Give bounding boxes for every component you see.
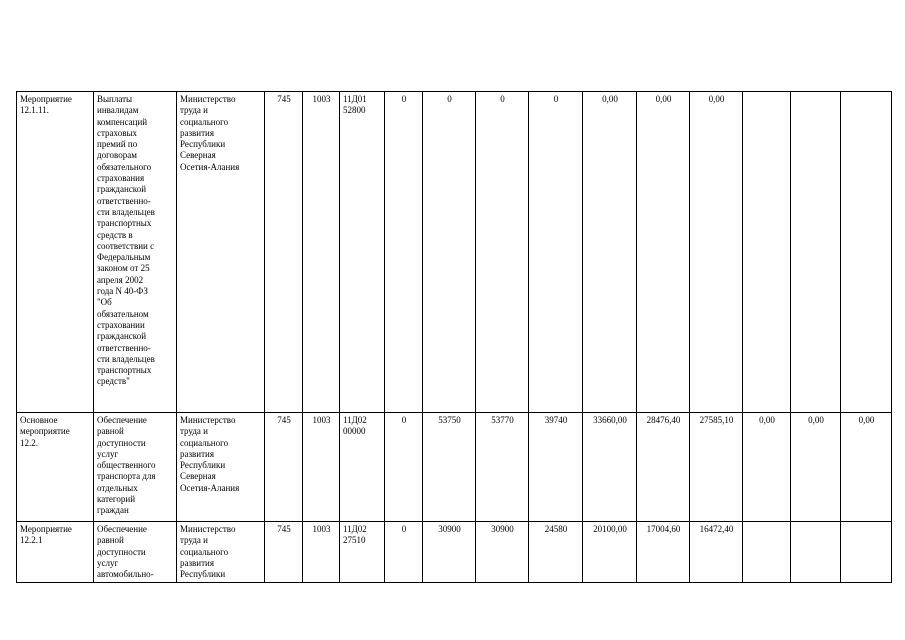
value-cell: 53770	[476, 413, 529, 522]
vr-cell: 0	[385, 522, 423, 583]
value-cell	[791, 92, 841, 413]
value-cell: 30900	[476, 522, 529, 583]
value-cell: 33660,00	[583, 413, 637, 522]
vr-cell: 0	[385, 413, 423, 522]
value-cell: 20100,00	[583, 522, 637, 583]
value-cell: 27585,10	[690, 413, 743, 522]
value-cell: 39740	[529, 413, 583, 522]
value-cell: 16472,40	[690, 522, 743, 583]
event-name-cell: Мероприятие 12.1.11.	[17, 92, 94, 413]
value-cell: 0,00	[690, 92, 743, 413]
csr-cell: 11Д02 00000	[340, 413, 385, 522]
executor-cell: Министерство труда и социального развития Республики	[177, 522, 265, 583]
value-cell: 28476,40	[637, 413, 690, 522]
table-row	[17, 92, 892, 413]
value-cell	[743, 522, 791, 583]
value-cell	[743, 92, 791, 413]
value-cell	[791, 522, 841, 583]
grbs-cell: 745	[265, 413, 303, 522]
value-cell: 0,00	[637, 92, 690, 413]
rzpr-cell: 1003	[303, 92, 340, 413]
value-cell: 17004,60	[637, 522, 690, 583]
executor-cell: Министерство труда и социального развития Республики Северная Осетия-Алания	[177, 92, 265, 413]
event-name-cell: Мероприятие 12.2.1	[17, 522, 94, 583]
value-cell: 0,00	[791, 413, 841, 522]
value-cell: 0,00	[841, 413, 892, 522]
value-cell: 30900	[423, 522, 476, 583]
event-description-cell: Обеспечение равной доступности услуг общественного транспорта для отдельных категорий граждан	[94, 413, 177, 522]
value-cell: 24580	[529, 522, 583, 583]
table-row	[17, 522, 892, 583]
value-cell: 0	[529, 92, 583, 413]
rzpr-cell: 1003	[303, 522, 340, 583]
event-description-cell: Обеспечение равной доступности услуг автомобильно-	[94, 522, 177, 583]
event-description-cell: Выплаты инвалидам компенсаций страховых премий по договорам обязательного страхования гражданской ответственно- сти владельцев транспортных средств в соответствии с Федеральным законом от 25 апреля 2002 года N 40-ФЗ "Об обязательном страховании гражданской ответственно- сти владельцев транспортных средств"	[94, 92, 177, 413]
value-cell: 0	[423, 92, 476, 413]
executor-cell: Министерство труда и социального развития Республики Северная Осетия-Алания	[177, 413, 265, 522]
value-cell: 0,00	[743, 413, 791, 522]
event-name-cell: Основное мероприятие 12.2.	[17, 413, 94, 522]
value-cell: 53750	[423, 413, 476, 522]
value-cell	[841, 92, 892, 413]
value-cell	[841, 522, 892, 583]
program-table	[16, 91, 892, 583]
table-row	[17, 413, 892, 522]
csr-cell: 11Д01 52800	[340, 92, 385, 413]
value-cell: 0	[476, 92, 529, 413]
vr-cell: 0	[385, 92, 423, 413]
grbs-cell: 745	[265, 92, 303, 413]
value-cell: 0,00	[583, 92, 637, 413]
csr-cell: 11Д02 27510	[340, 522, 385, 583]
rzpr-cell: 1003	[303, 413, 340, 522]
grbs-cell: 745	[265, 522, 303, 583]
